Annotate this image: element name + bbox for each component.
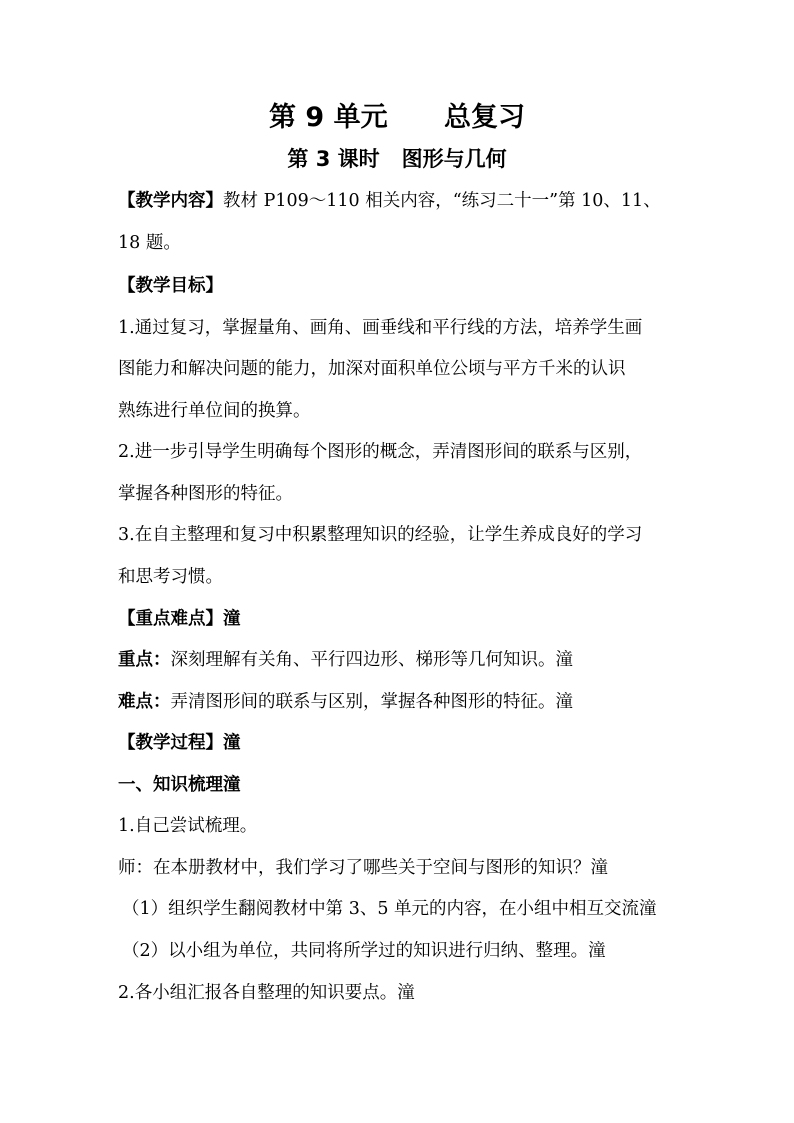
sub-step-1: （1）组织学生翻阅教材中第 3、5 单元的内容，在小组中相互交流潼 <box>122 899 657 919</box>
goal-3-line-2: 和思考习惯。 <box>118 567 223 587</box>
key-point-line <box>118 646 678 674</box>
teaching-content-continued: 18 题。 <box>118 233 181 253</box>
process-heading: 【教学过程】潼 <box>118 733 241 753</box>
teaching-content-text: 教材 P109～110 相关内容，“练习二十一”第 10、11、 <box>223 191 661 211</box>
step-1: 1.自己尝试梳理。 <box>118 816 258 836</box>
goal-1-line-3: 熟练进行单位间的换算。 <box>118 401 311 421</box>
teacher-question: 师：在本册教材中，我们学习了哪些关于空间与图形的知识？潼 <box>118 858 608 878</box>
difficulty-text: 弄清图形间的联系与区别，掌握各种图形的特征。潼 <box>170 692 573 712</box>
unit-title: 第 9 单元 总复习 <box>269 102 525 133</box>
key-point-label: 重点： <box>118 650 171 670</box>
goal-2-line-1: 2.进一步引导学生明确每个图形的概念，弄清图形间的联系与区别， <box>118 442 643 462</box>
key-point-text: 深刻理解有关角、平行四边形、梯形等几何知识。潼 <box>170 650 573 670</box>
goal-3-line-1: 3.在自主整理和复习中积累整理知识的经验，让学生养成良好的学习 <box>118 525 643 545</box>
goal-2-line-2: 掌握各种图形的特征。 <box>118 484 293 504</box>
teaching-content-line <box>118 187 678 215</box>
teaching-content-label: 【教学内容】 <box>118 191 223 211</box>
goals-heading: 【教学目标】 <box>118 276 223 296</box>
sub-step-2: （2）以小组为单位，共同将所学过的知识进行归纳、整理。潼 <box>122 941 606 961</box>
goal-1-line-2: 图能力和解决问题的能力，加深对面积单位公顷与平方千米的认识 <box>118 359 626 379</box>
step-2: 2.各小组汇报各自整理的知识要点。潼 <box>118 983 415 1003</box>
difficulty-line <box>118 688 678 716</box>
section-1-heading: 一、知识梳理潼 <box>118 775 241 795</box>
goal-1-line-1: 1.通过复习，掌握量角、画角、画垂线和平行线的方法，培养学生画 <box>118 318 643 338</box>
difficulty-label: 难点： <box>118 692 171 712</box>
key-points-heading: 【重点难点】潼 <box>118 609 241 629</box>
lesson-subtitle: 第 3 课时 图形与几何 <box>287 147 507 171</box>
